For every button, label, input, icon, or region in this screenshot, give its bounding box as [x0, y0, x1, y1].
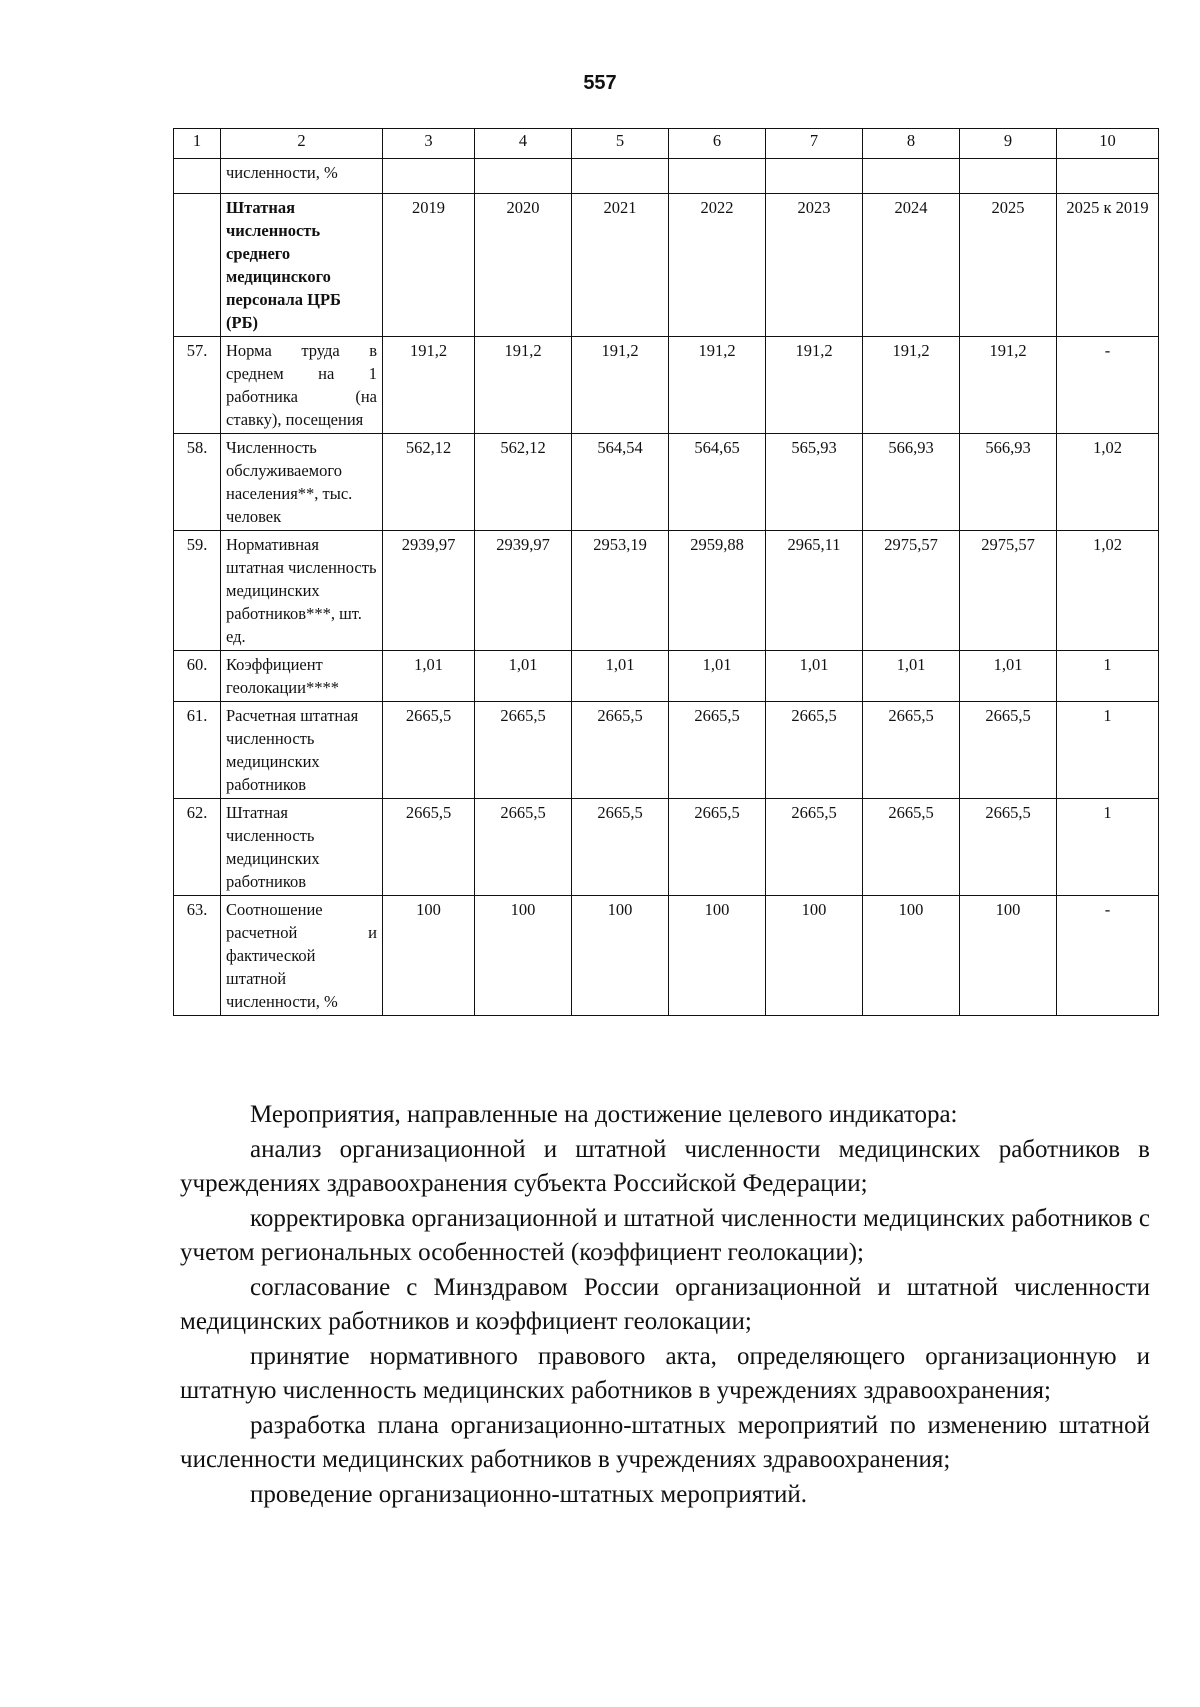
column-header: 1 — [174, 129, 221, 159]
value-cell: 2665,5 — [383, 702, 475, 799]
value-cell: 100 — [572, 896, 669, 1016]
measure-paragraph: анализ организационной и штатной численности медицинских работников в учреждениях здравоохранения субъекта Российской Федерации; — [180, 1135, 1150, 1197]
row-label: Штатная численность медицинских работников — [221, 799, 383, 896]
value-cell: 2665,5 — [669, 702, 766, 799]
value-cell: 2939,97 — [475, 531, 572, 651]
value-cell: 2665,5 — [669, 799, 766, 896]
value-cell: 1,01 — [572, 651, 669, 702]
measure-paragraph: согласование с Минздравом России организационной и штатной численности медицинских работников и коэффициент геолокации; — [180, 1273, 1150, 1335]
value-cell: 2975,57 — [960, 531, 1057, 651]
value-cell: 2665,5 — [960, 799, 1057, 896]
value-cell: - — [1057, 896, 1159, 1016]
row-number-cell — [174, 194, 221, 337]
column-header: 9 — [960, 129, 1057, 159]
column-header: 8 — [863, 129, 960, 159]
measures-section — [180, 1098, 1150, 1512]
value-cell: 2965,11 — [766, 531, 863, 651]
value-cell: 191,2 — [863, 337, 960, 434]
value-cell — [960, 159, 1057, 194]
value-cell: 100 — [766, 896, 863, 1016]
value-cell: 2665,5 — [475, 702, 572, 799]
table-row — [174, 651, 1159, 702]
value-cell: 100 — [960, 896, 1057, 1016]
value-cell: 100 — [383, 896, 475, 1016]
continued-row — [174, 159, 1159, 194]
row-label: Коэффициент геолокации**** — [221, 651, 383, 702]
value-cell: 191,2 — [383, 337, 475, 434]
value-cell: 562,12 — [383, 434, 475, 531]
row-label: Соотношение расчетной и фактической штатной численности, % — [221, 896, 383, 1016]
value-cell: 564,65 — [669, 434, 766, 531]
row-number-cell: 63. — [174, 896, 221, 1016]
value-cell: 564,54 — [572, 434, 669, 531]
section-label: Штатная численность среднего медицинского персонала ЦРБ (РБ) — [221, 194, 383, 337]
table-row — [174, 337, 1159, 434]
year-cell: 2021 — [572, 194, 669, 337]
value-cell: 2665,5 — [383, 799, 475, 896]
value-cell: 566,93 — [960, 434, 1057, 531]
value-cell: 565,93 — [766, 434, 863, 531]
value-cell: 2665,5 — [572, 799, 669, 896]
measure-paragraph: проведение организационно-штатных мероприятий. — [250, 1480, 808, 1508]
value-cell: 1 — [1057, 702, 1159, 799]
year-cell: 2025 — [960, 194, 1057, 337]
column-header: 5 — [572, 129, 669, 159]
value-cell: 1 — [1057, 651, 1159, 702]
page-number: 557 — [583, 72, 617, 94]
value-cell — [1057, 159, 1159, 194]
value-cell: 1,01 — [669, 651, 766, 702]
column-header: 10 — [1057, 129, 1159, 159]
value-cell: 2953,19 — [572, 531, 669, 651]
value-cell: 2665,5 — [766, 799, 863, 896]
value-cell: 1,01 — [960, 651, 1057, 702]
row-number-cell: 59. — [174, 531, 221, 651]
measure-paragraph: принятие нормативного правового акта, определяющего организационную и штатную численность медицинских работников в учреждениях здравоохранения; — [180, 1342, 1150, 1404]
value-cell: 191,2 — [669, 337, 766, 434]
value-cell: 191,2 — [475, 337, 572, 434]
value-cell — [669, 159, 766, 194]
row-label: Расчетная штатная численность медицинских работников — [221, 702, 383, 799]
value-cell: 2665,5 — [863, 702, 960, 799]
table-header-row — [174, 129, 1159, 159]
column-header: 2 — [221, 129, 383, 159]
column-header: 7 — [766, 129, 863, 159]
table-row — [174, 531, 1159, 651]
value-cell: 2665,5 — [960, 702, 1057, 799]
table-row — [174, 434, 1159, 531]
value-cell: 191,2 — [766, 337, 863, 434]
year-cell: 2023 — [766, 194, 863, 337]
value-cell — [383, 159, 475, 194]
value-cell: 2665,5 — [572, 702, 669, 799]
row-number-cell — [174, 159, 221, 194]
column-header: 4 — [475, 129, 572, 159]
value-cell — [572, 159, 669, 194]
year-cell: 2020 — [475, 194, 572, 337]
measure-paragraph: корректировка организационной и штатной численности медицинских работников с учетом региональных особенностей (коэффициент геолокации); — [180, 1204, 1150, 1266]
value-cell: 2665,5 — [475, 799, 572, 896]
row-label: Норма труда в среднем на 1 работника (на ставку), посещения — [221, 337, 383, 434]
value-cell — [863, 159, 960, 194]
value-cell: 2959,88 — [669, 531, 766, 651]
row-label: Нормативная штатная численность медицинских работников***, шт. ед. — [221, 531, 383, 651]
value-cell: 562,12 — [475, 434, 572, 531]
value-cell: 2665,5 — [863, 799, 960, 896]
value-cell: 191,2 — [960, 337, 1057, 434]
row-number-cell: 61. — [174, 702, 221, 799]
value-cell: 1,02 — [1057, 434, 1159, 531]
row-number-cell: 58. — [174, 434, 221, 531]
value-cell: 2975,57 — [863, 531, 960, 651]
year-cell: 2025 к 2019 — [1057, 194, 1159, 337]
value-cell: 100 — [863, 896, 960, 1016]
measures-heading: Мероприятия, направленные на достижение целевого индикатора: — [250, 1101, 958, 1128]
indicators-table — [173, 128, 1159, 1016]
value-cell: 2939,97 — [383, 531, 475, 651]
value-cell: 1 — [1057, 799, 1159, 896]
section-row — [174, 194, 1159, 337]
row-label: Численность обслуживаемого населения**, тыс. человек — [221, 434, 383, 531]
value-cell: 100 — [475, 896, 572, 1016]
year-cell: 2019 — [383, 194, 475, 337]
value-cell: 1,01 — [383, 651, 475, 702]
row-number-cell: 57. — [174, 337, 221, 434]
year-cell: 2024 — [863, 194, 960, 337]
value-cell — [475, 159, 572, 194]
value-cell: 1,01 — [475, 651, 572, 702]
value-cell: 1,02 — [1057, 531, 1159, 651]
column-header: 3 — [383, 129, 475, 159]
table-row — [174, 702, 1159, 799]
value-cell: - — [1057, 337, 1159, 434]
row-number-cell: 62. — [174, 799, 221, 896]
value-cell: 566,93 — [863, 434, 960, 531]
value-cell: 1,01 — [766, 651, 863, 702]
value-cell: 2665,5 — [766, 702, 863, 799]
row-number-cell: 60. — [174, 651, 221, 702]
measure-paragraph: разработка плана организационно-штатных мероприятий по изменению штатной численности медицинских работников в учреждениях здравоохранения; — [180, 1411, 1150, 1473]
year-cell: 2022 — [669, 194, 766, 337]
column-header: 6 — [669, 129, 766, 159]
value-cell: 191,2 — [572, 337, 669, 434]
row-label: численности, % — [221, 159, 383, 194]
value-cell: 100 — [669, 896, 766, 1016]
value-cell: 1,01 — [863, 651, 960, 702]
table-row — [174, 896, 1159, 1016]
value-cell — [766, 159, 863, 194]
table-row — [174, 799, 1159, 896]
